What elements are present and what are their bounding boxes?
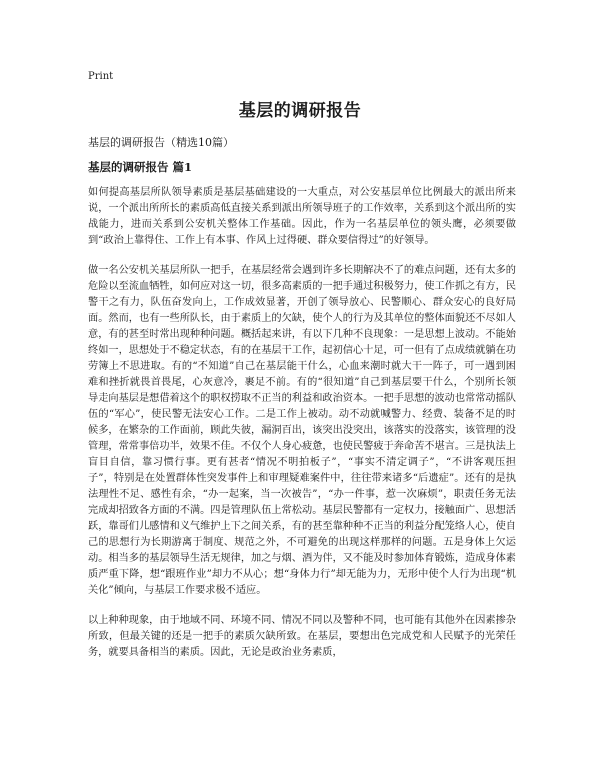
document-title: 基层的调研报告 <box>238 101 362 121</box>
document-subtitle: 基层的调研报告（精选10篇） <box>88 136 234 149</box>
document-body <box>88 185 516 675</box>
paragraph-3: 以上种种现象，由于地域不同、环境不同、情况不同以及警种不同，也可能有其他外在因素掺杂所致，但最关键的还是一把手的素质欠缺所致。在基层，要想出色完成党和人民赋予的光荣任务，就要具备相当的素质。因此，无论是政治业务素质， <box>88 615 516 658</box>
paragraph-1: 如何提高基层所队领导素质是基层基础建设的一大重点，对公安基层单位比例最大的派出所来说，一个派出所所长的素质高低直接关系到派出所领导班子的工作效率，关系到这个派出所的实战能力，进而关系到公安机关整体工作基础。因此，作为一名基层单位的领头鹰，必须要做到“政治上靠得住、工作上有本事、作风上过得硬、群众要信得过”的好领导。 <box>88 187 516 246</box>
paragraph-2: 做一名公安机关基层所队一把手，在基层经常会遇到许多长期解决不了的难点问题，还有太多的危险以至流血牺牲，如何应对这一切，很多高素质的一把手通过积极努力，使工作抓之有方，民警干之有力，队伍奋发向上，工作成效显著，开创了领导放心、民警顺心、群众安心的良好局面。然而，也有一些所队长，由于素质上的欠缺，使个人的行为及其单位的整体面貌还不尽如人意，有的甚至时常出现种种问题。概括起来讲，有以下几种不良现象：一是思想上波动。不能始终如一，思想处于不稳定状态，有的在基层干工作，起初信心十足，可一但有了点成绩就躺在功劳簿上不思进取。有的“不知道”自己在基层能干什么，心血来潮时就大干一阵子，可一遇到困难和挫折就畏首畏尾，心灰意冷，裹足不前。有的“很知道”自己到基层要干什么，个别所长领导走向基层是想借着这个的职权捞取不正当的利益和政治资本。一把手思想的波动也常常动摇队伍的“军心”，使民警无法安心工作。二是工作上被动。动不动就喊警力、经费、装备不足的时候多，在繁杂的工作面前，顾此失彼，漏洞百出，该突出没突出，该落实的没落实，该管理的没管理，常常事倍功半，效果不佳。不仅个人身心疲惫，也使民警疲于奔命苦不堪言。三是执法上盲目自信，靠习惯行事。更有甚者“情况不明拍板子”，“事实不清定调子”，“不讲客观压担子”，特别是在处置群体性突发事件上和审理疑难案件中，往往带来诸多“后遗症”。还有的是执法理性不足、感性有余，“办一起案，当一次被告”，“办一件事，惹一次麻烦”，职责任务无法完成却招致各方面的不满。四是管理队伍上常松动。基层民警都有一定权力，接触面广、思想活跃，靠哥们儿感情和义气维护上下之间关系，有的甚至靠种种不正当的利益分配笼络人心，使自己的思想行为长期游离于制度、规范之外，不可避免的出现这样那样的问题。五是身体上欠运动。相当多的基层领导生活无规律，加之与烟、酒为伴，又不能及时参加体育锻炼，造成身体素质严重下降，想“跟班作业”却力不从心；想“身体力行”却无能为力，无形中使个人行为出现“机关化”倾向，与基层工作要求极不适应。 <box>88 265 516 596</box>
section-heading: 基层的调研报告 篇1 <box>88 160 193 174</box>
print-label: Print <box>88 71 114 82</box>
